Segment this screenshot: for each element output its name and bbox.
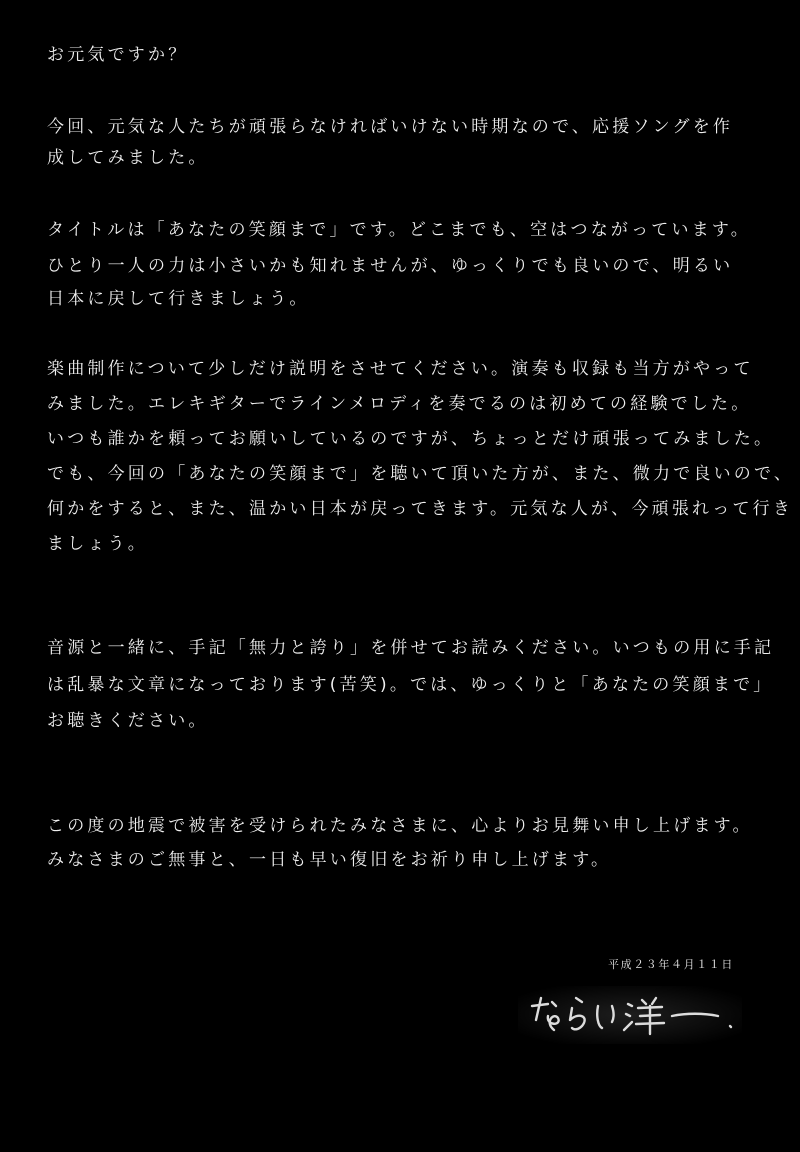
paragraph-5-line-2: みなさまのご無事と、一日も早い復旧をお祈り申し上げます。 [47, 850, 612, 870]
paragraph-3-line-3: いつも誰かを頼ってお願いしているのですが、ちょっとだけ頑張ってみました。 [47, 429, 775, 449]
paragraph-4-line-3: お聴きください。 [47, 711, 209, 731]
paragraph-4-line-1: 音源と一緒に、手記「無力と誇り」を併せてお読みください。いつもの用に手記 [47, 638, 775, 658]
paragraph-3-line-2: みました。エレキギターでラインメロディを奏でるのは初めての経験でした。 [47, 394, 752, 414]
paragraph-5-line-1: この度の地震で被害を受けられたみなさまに、心よりお見舞い申し上げます。 [47, 816, 753, 836]
paragraph-4-line-2: は乱暴な文章になっております(苦笑)。では、ゆっくりと「あなたの笑顔まで」 [47, 675, 774, 695]
paragraph-3-line-1: 楽曲制作について少しだけ説明をさせてください。演奏も収録も当方がやって [47, 359, 754, 379]
letter-date: 平成２３年４月１１日 [608, 958, 734, 971]
paragraph-1-line-1: 今回、元気な人たちが頑張らなければいけない時期なので、応援ソングを作 [47, 117, 734, 137]
paragraph-3-line-4: でも、今回の「あなたの笑顔まで」を聴いて頂いた方が、また、微力で良いので、 [47, 464, 795, 484]
paragraph-2-line-2: ひとり一人の力は小さいかも知れませんが、ゆっくりでも良いので、明るい [47, 256, 734, 276]
paragraph-1-line-2: 成してみました。 [47, 148, 209, 168]
handwritten-signature [518, 986, 742, 1044]
paragraph-3-line-5: 何かをすると、また、温かい日本が戻ってきます。元気な人が、今頑張れって行き [47, 499, 794, 519]
paragraph-2-line-3: 日本に戻して行きましょう。 [47, 289, 310, 309]
greeting: お元気ですか？ [47, 45, 189, 65]
paragraph-2-line-1: タイトルは「あなたの笑顔まで」です。どこまでも、空はつながっています。 [47, 220, 751, 240]
paragraph-3-line-6: ましょう。 [47, 534, 148, 554]
